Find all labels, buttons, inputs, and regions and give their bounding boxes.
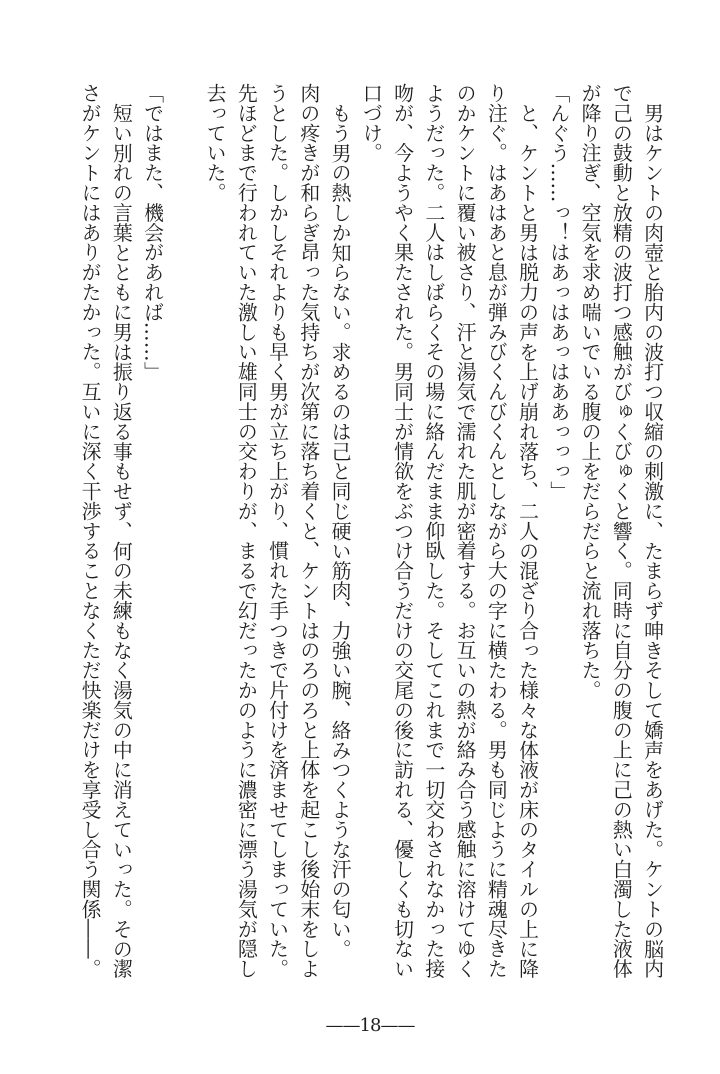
text-line: 先ほどまで行われていた激しい雄同士の交わりが、まるで幻だったかのように濃密に漂う湯気が隠し <box>234 83 258 979</box>
paragraph-narration <box>199 83 324 979</box>
paragraph-narration <box>324 83 355 979</box>
text-line: ようだった。二人はしばらくその場に絡んだまま仰臥した。そしてこれまで一切交わされなかった接 <box>421 83 445 979</box>
paragraph-narration <box>574 83 668 979</box>
blank-line-separator <box>168 83 199 979</box>
paragraph-narration <box>355 83 543 979</box>
text-line: で己の鼓動と放精の波打つ感触がびゅくびゅくと響く。同時に自分の腹の上に己の熱い白濁した液体 <box>609 83 633 979</box>
text-line: 口づけ。 <box>359 83 383 163</box>
vertical-text-body <box>74 83 668 979</box>
text-line: 男はケントの肉壺と胎内の波打つ収縮の刺激に、たまらず呻きそして嬌声をあげた。ケントの脳内 <box>640 102 664 979</box>
paragraph-narration <box>74 83 137 979</box>
paragraph-dialogue <box>136 83 167 979</box>
text-line: 「ではまた、機会があれば……」 <box>140 83 164 382</box>
text-line: 吻が、今ようやく果たされた。男同士が情欲をぶつけ合うだけの交尾の後に訪れる、優しくも切ない <box>390 83 414 979</box>
page-number: ——18—— <box>325 1015 415 1036</box>
text-line: 去っていた。 <box>203 83 227 203</box>
text-line: さがケントにはありがたかった。互いに深く干渉することなくただ快楽だけを享受し合う関係――。 <box>78 83 102 979</box>
text-line: が降り注ぎ、空気を求め喘いでいる腹の上をだらだらと流れ落ちた。 <box>578 83 602 700</box>
paragraph-dialogue <box>543 83 574 979</box>
text-line: と、ケントと男は脱力の声を上げ崩れ落ち、二人の混ざり合った様々な体液が床のタイルの上に降 <box>515 102 539 979</box>
text-line: り注ぐ。はあはあと息が弾みびくんびくんとしながら大の字に横たわる。男も同じように精魂尽きた <box>484 83 508 979</box>
text-line: 「んぐう……っ！はあっはあっはああっっっ」 <box>546 83 570 501</box>
text-line: うとした。しかしそれよりも早く男が立ち上がり、慣れた手つきで片付けを済ませてしまっていた。 <box>265 83 289 979</box>
text-line: のかケントに覆い被さり、汗と湯気で濡れた肌が密着する。お互いの熱が絡み合う感触に溶けてゆく <box>453 83 477 979</box>
text-line: 短い別れの言葉とともに男は振り返る事もせず、何の未練もなく湯気の中に消えていった。その潔 <box>109 102 133 979</box>
text-line: もう男の熱しか知らない。求めるのは己と同じ硬い筋肉、力強い腕、絡みつくような汗の匂い。 <box>328 102 352 959</box>
text-line: 肉の疼きが和らぎ昂った気持ちが次第に落ち着くと、ケントはのろのろと上体を起こし後始末をしよ <box>296 83 320 979</box>
